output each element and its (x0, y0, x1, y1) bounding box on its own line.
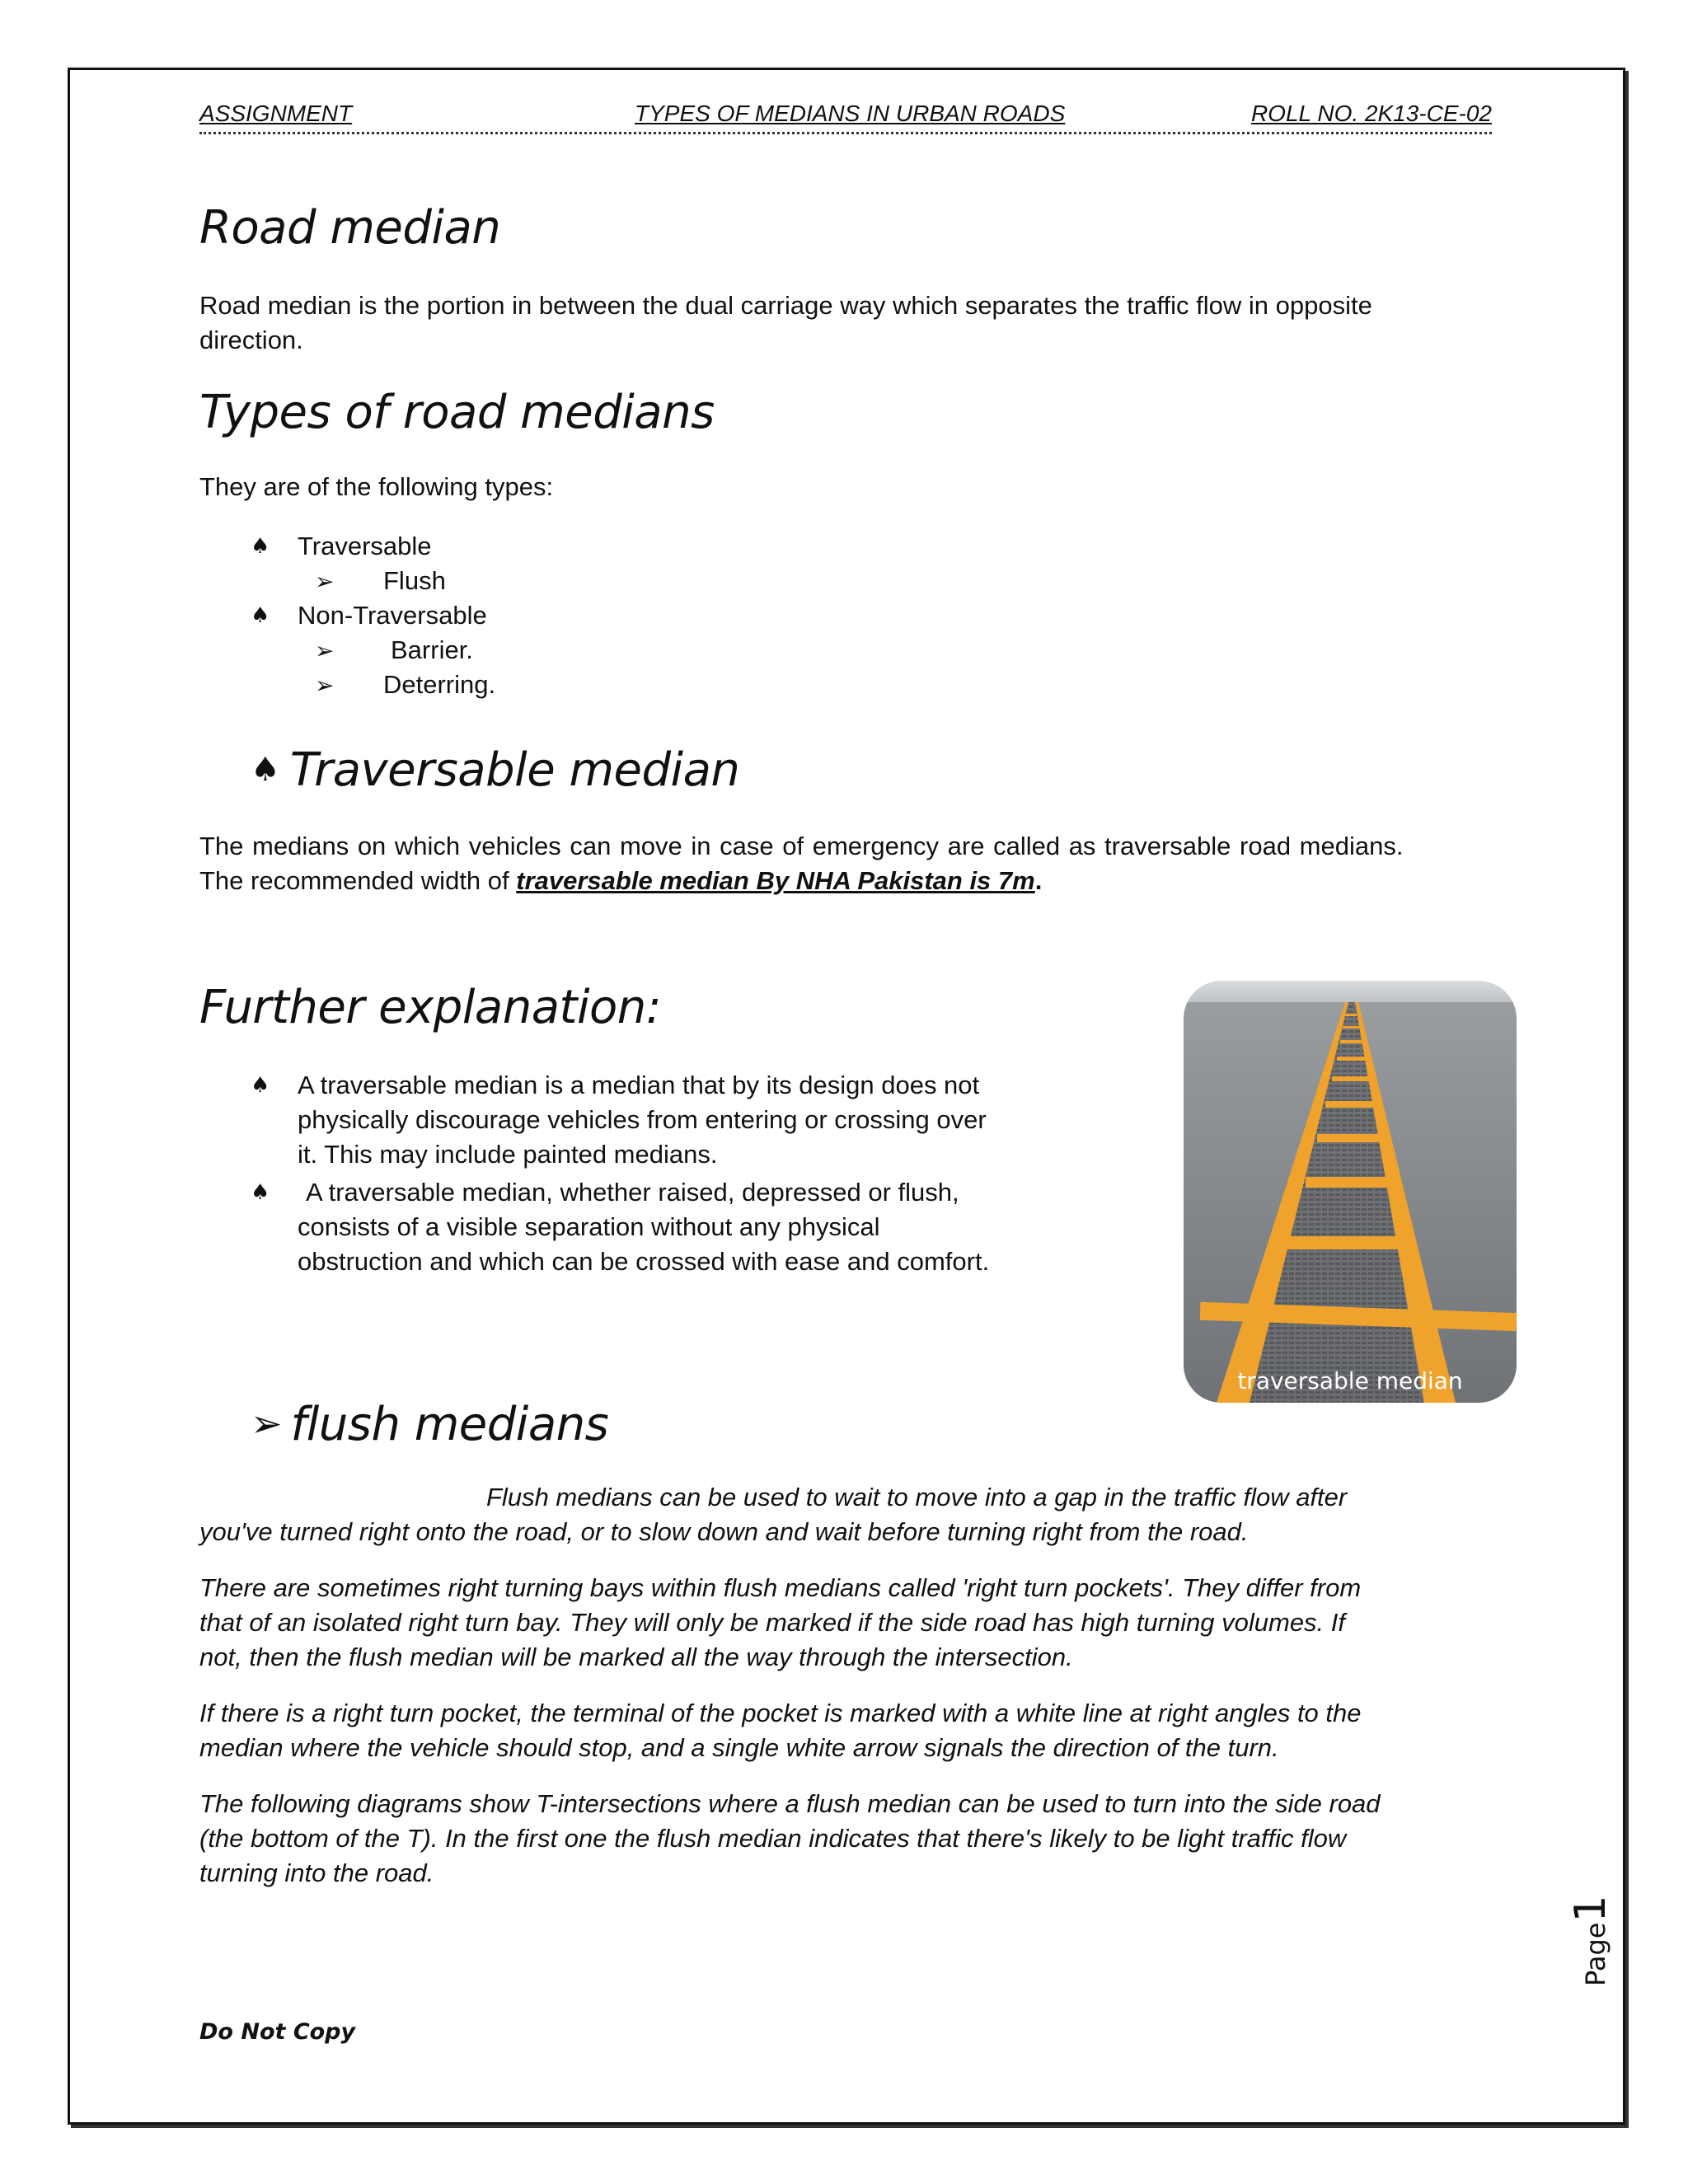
traversable-median-photo (1184, 981, 1517, 1403)
list-subitem-label: Deterring. (383, 670, 496, 699)
spade-bullet-icon: ♠ (251, 603, 270, 628)
heading-traversable-median (251, 743, 739, 797)
traversable-line-2-prefix: The recommended width of (199, 866, 517, 895)
road-median-line-1: Road median is the portion in between the dual carriage way which separates the traffic flow in opposite (199, 291, 1372, 320)
photo-caption: traversable median (1237, 1367, 1463, 1394)
traversable-line-1: The medians on which vehicles can move in case of emergency are called as traversable road medians. (199, 832, 1404, 860)
paragraph-line: not, then the flush median will be marked all the way through the intersection. (199, 1643, 1073, 1671)
bullet-line: obstruction and which can be crossed with ease and comfort. (298, 1247, 990, 1276)
list-item-label: Non-Traversable (298, 601, 487, 630)
arrow-bullet-icon: ➢ (251, 1401, 283, 1446)
spade-bullet-icon: ♠ (251, 1180, 270, 1205)
paragraph-line: that of an isolated right turn bay. They will only be marked if the side road has high turning volumes. If (199, 1608, 1346, 1637)
footer-notice: Do Not Copy (199, 2019, 356, 2045)
heading-flush-medians (251, 1398, 608, 1451)
page-label: Page (1580, 1922, 1611, 1986)
heading-types: Types of road medians (199, 386, 715, 439)
list-subitem-label: Barrier. (391, 635, 473, 664)
arrow-bullet-icon: ➢ (315, 568, 335, 595)
arrow-bullet-icon: ➢ (315, 672, 335, 699)
paragraph-line: turning into the road. (199, 1858, 434, 1887)
flush-p1-line2: you've turned right onto the road, or to slow down and wait before turning right from the road. (199, 1517, 1249, 1546)
list-subitem (315, 668, 496, 703)
heading-road-median: Road median (199, 201, 501, 255)
road-illustration (1184, 981, 1517, 1403)
header-title: TYPES OF MEDIANS IN URBAN ROADS (635, 101, 1066, 126)
paragraph-line: The following diagrams show T-intersections where a flush median can be used to turn into the side road (199, 1789, 1381, 1818)
page-number-value: 1 (1566, 1895, 1615, 1923)
bullet-line: A traversable median, whether raised, depressed or flush, (306, 1178, 959, 1207)
list-subitem (315, 564, 446, 599)
spade-bullet-icon: ♠ (251, 1073, 270, 1098)
heading-further-explanation: Further explanation: (199, 981, 662, 1034)
bullet-line: A traversable median is a median that by its design does not (298, 1071, 980, 1099)
sky-area (1184, 981, 1517, 1005)
header-roll-number: ROLL NO. 2K13-CE-02 (1250, 101, 1492, 126)
paragraph-line: (the bottom of the T). In the first one the flush median indicates that there's likely to be light traffic flow (199, 1824, 1347, 1853)
nha-width-emphasis: traversable median By NHA Pakistan is 7m (516, 866, 1035, 895)
traversable-line-2-suffix: . (1034, 866, 1043, 895)
paragraph-line: median where the vehicle should stop, and a single white arrow signals the direction of the turn. (199, 1733, 1279, 1762)
road-median-line-2: direction. (199, 326, 303, 354)
spade-bullet-icon: ♠ (251, 534, 270, 559)
flush-paragraph-3 (199, 1696, 1362, 1765)
paragraph-line: If there is a right turn pocket, the terminal of the pocket is marked with a white line at right angles to the (199, 1699, 1362, 1727)
traversable-line-2 (199, 864, 1042, 898)
bullet-line: physically discourage vehicles from entering or crossing over (298, 1105, 987, 1134)
list-item-label: Traversable (298, 532, 432, 560)
list-subitem (315, 633, 473, 668)
page-number (1566, 1887, 1615, 1986)
flush-p1-line1: Flush medians can be used to wait to move into a gap in the traffic flow after (486, 1483, 1348, 1511)
running-header (199, 99, 1492, 134)
flush-paragraph-2 (199, 1571, 1361, 1675)
header-left: ASSIGNMENT (199, 101, 353, 126)
types-intro: They are of the following types: (199, 472, 554, 501)
bullet-line: it. This may include painted medians. (298, 1140, 718, 1169)
arrow-bullet-icon: ➢ (315, 637, 335, 664)
list-subitem-label: Flush (383, 566, 446, 595)
heading-flush-text: flush medians (290, 1398, 609, 1451)
paragraph-line: There are sometimes right turning bays within flush medians called 'right turn pockets'. They differ from (199, 1573, 1362, 1602)
spade-bullet-icon: ♠ (251, 751, 280, 789)
heading-traversable-text: Traversable median (289, 743, 740, 797)
bullet-line: consists of a visible separation without any physical (298, 1212, 880, 1241)
flush-paragraph-4 (199, 1787, 1381, 1891)
